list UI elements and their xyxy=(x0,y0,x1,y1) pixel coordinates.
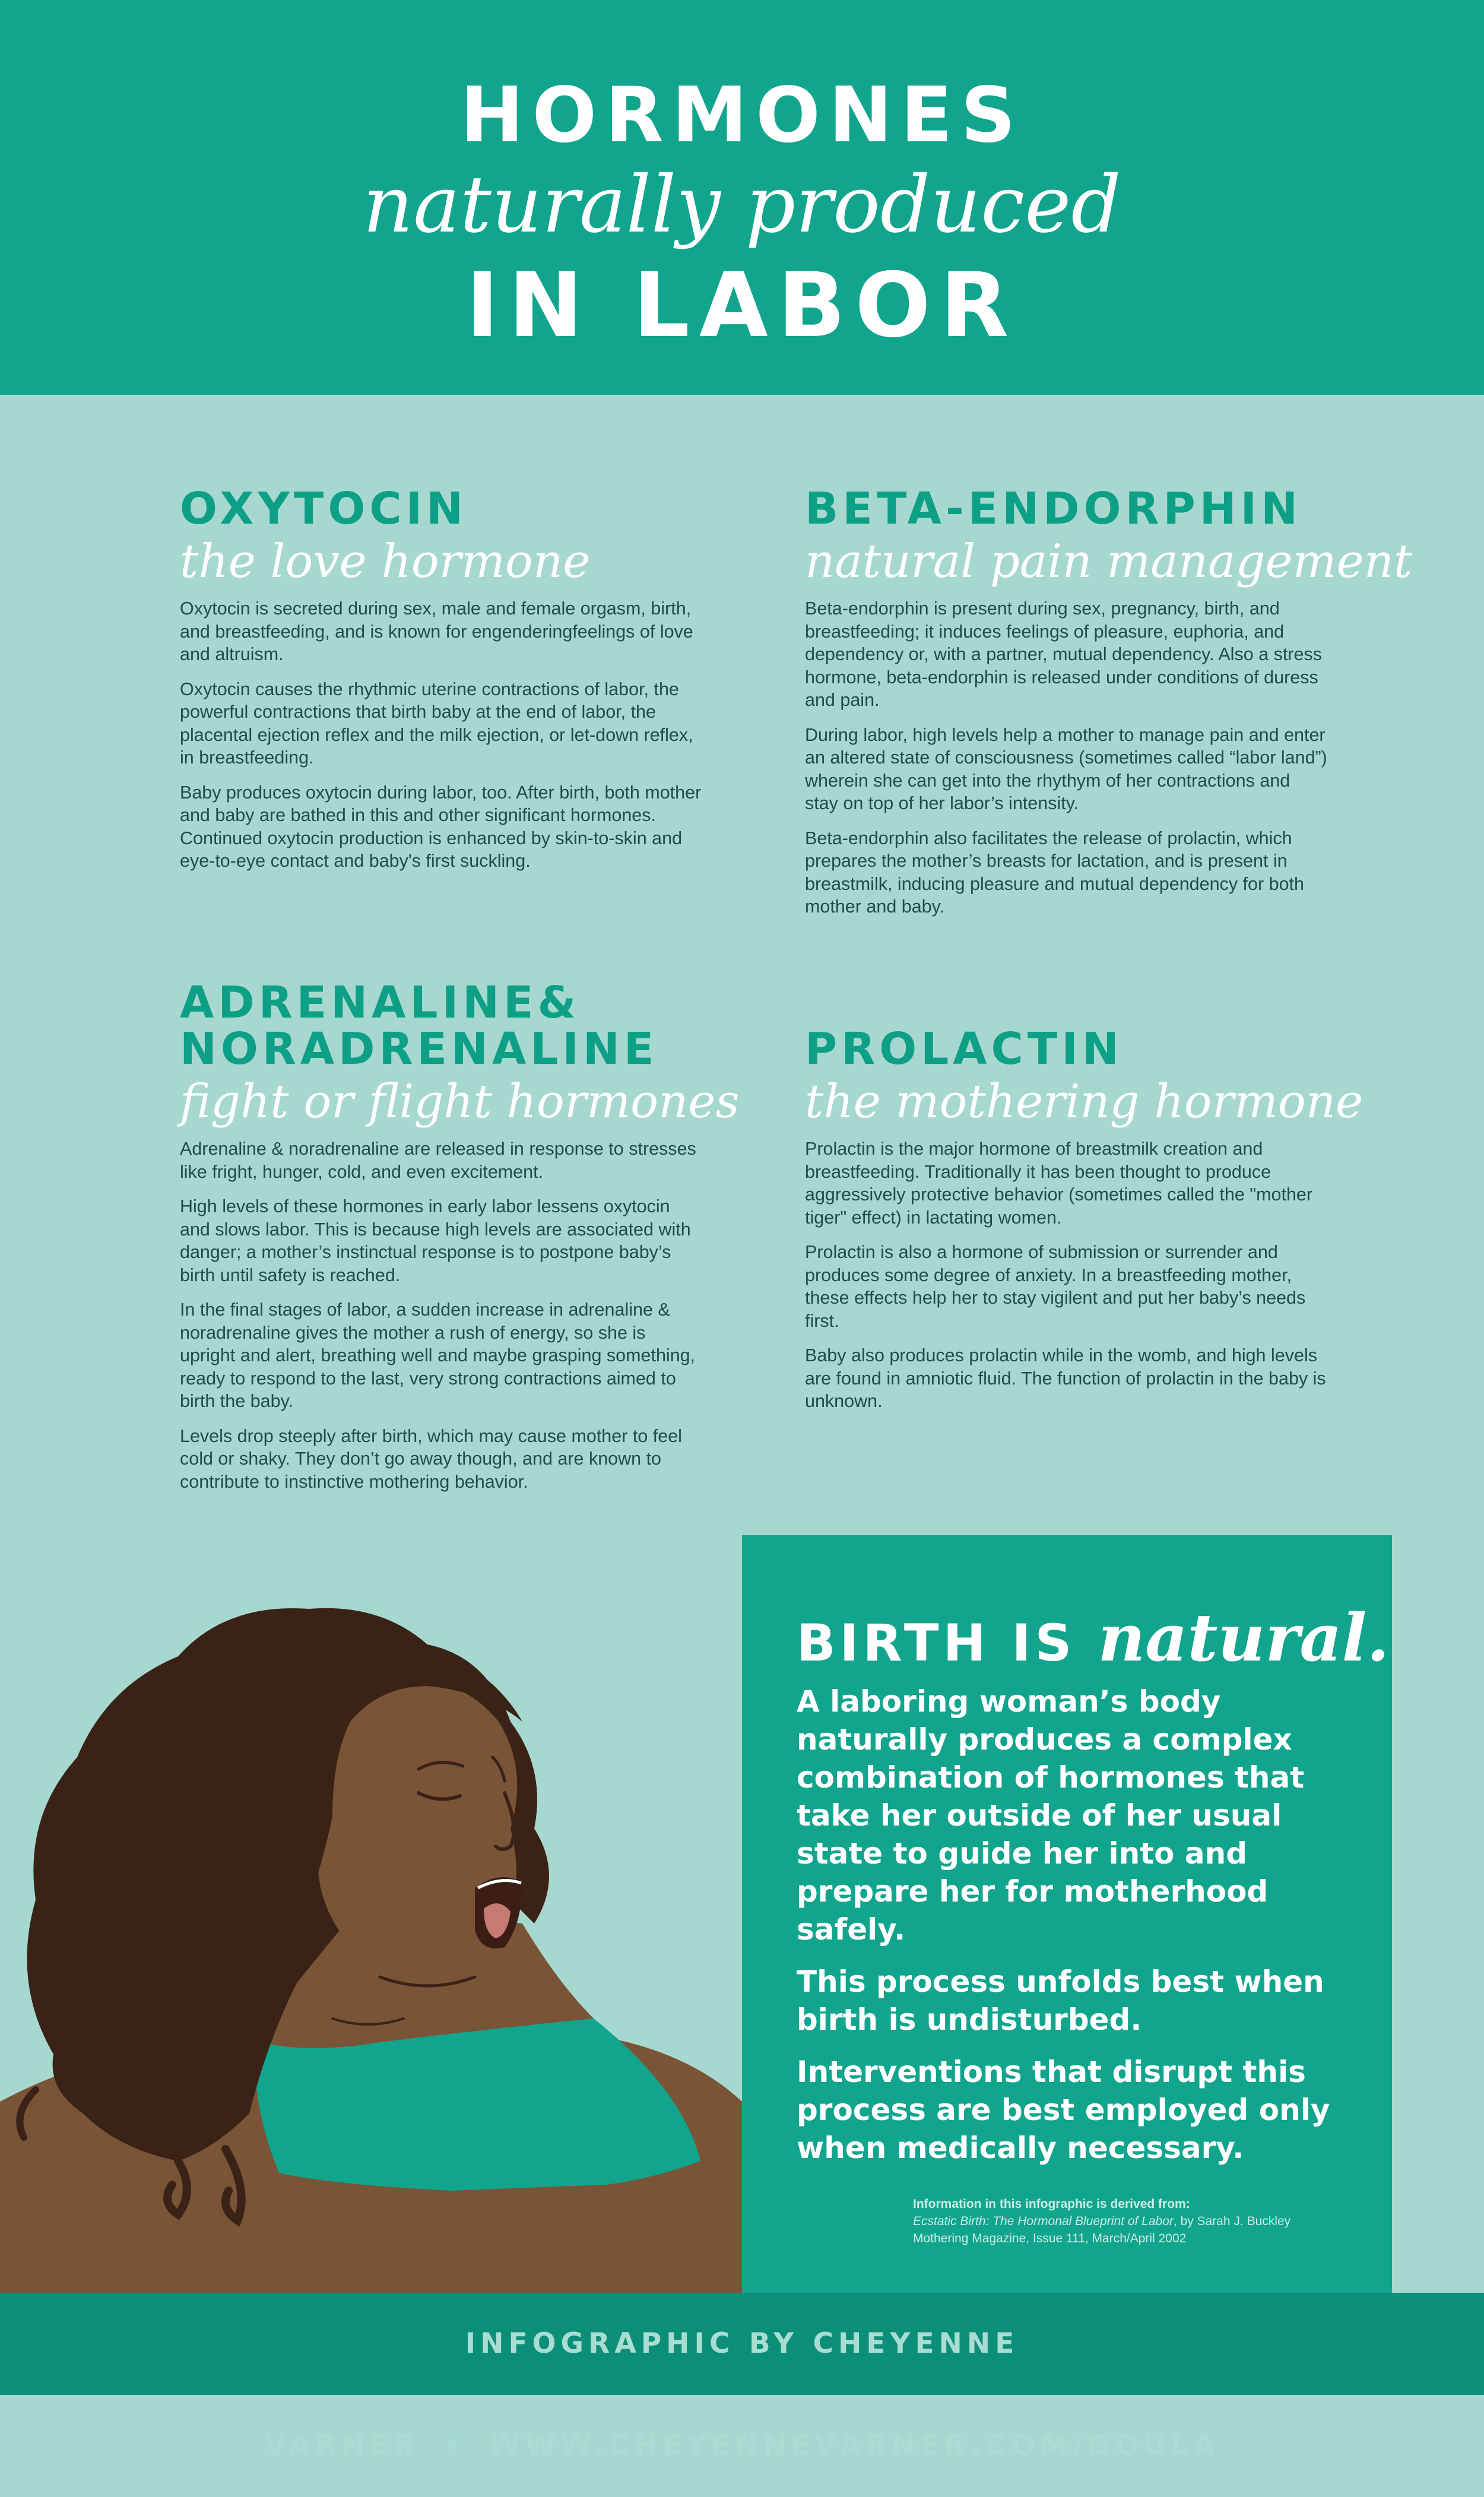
title-hormones: HORMONES xyxy=(460,71,1024,160)
footer xyxy=(0,2293,1484,2462)
birth-panel-title-plain: BIRTH IS xyxy=(797,1614,1076,1673)
source-magazine: Mothering Magazine, Issue 111, March/April 2002 xyxy=(913,2232,1187,2245)
source-citation xyxy=(913,2195,1364,2247)
section-prolactin xyxy=(805,1023,1363,1425)
section-paragraph: In the final stages of labor, a sudden increase in adrenaline & noradrenaline gives the mother a rush of energy, so she is upright and alert, breathing well and maybe grasping something, ready to respond to the last, very strong contractions aimed to birth the baby. xyxy=(180,1300,696,1411)
section-paragraph: Oxytocin causes the rhythmic uterine contractions of labor, the powerful contractions that birth baby at the end of labor, the placental ejection reflex and the milk ejection, or let-down reflex, in breastfeeding. xyxy=(180,679,693,768)
section-oxytocin xyxy=(180,483,702,885)
section-paragraph: Prolactin is the major hormone of breastmilk creation and breastfeeding. Traditionally it has been thought to produce aggressively protective behavior (sometimes called the "mother tiger" effect) in lactating women. xyxy=(805,1139,1313,1228)
section-title-line2: NORADRENALINE xyxy=(180,1023,658,1075)
source-heading: Information in this infographic is derived from: xyxy=(913,2197,1190,2211)
birth-panel-paragraph: This process unfolds best when birth is undisturbed. xyxy=(797,1964,1324,2037)
title-in-labor: IN LABOR xyxy=(465,254,1019,357)
section-paragraph: Beta-endorphin also facilitates the release of prolactin, which prepares the mother’s breasts for lactation, and is present in breastmilk, inducing pleasure and mutual dependency for both mother and baby. xyxy=(805,828,1304,917)
section-subtitle: the mothering hormone xyxy=(805,1075,1363,1129)
footer-separator: • xyxy=(443,2429,466,2462)
section-subtitle: natural pain management xyxy=(805,535,1413,588)
section-paragraph: During labor, high levels help a mother to manage pain and enter an altered state of consciousness (sometimes called “labor land”) wherein she can get into the rhythym of her contractions and stay on top of her labor’s intensity. xyxy=(805,724,1327,813)
footer-url[interactable]: WWW.CHEYENNEVARNER.COM/DOULA xyxy=(489,2429,1220,2462)
source-author: , by Sarah J. Buckley xyxy=(1173,2214,1291,2228)
section-paragraph: Baby produces oxytocin during labor, too. After birth, both mother and baby are bathed in this and other significant hormones. Continued oxytocin production is enhanced by skin-to-skin and eye-to-eye contact and baby's first suckling. xyxy=(180,782,702,871)
section-paragraph: Adrenaline & noradrenaline are released in response to stresses like fright, hunger, cold, and even excitement. xyxy=(180,1139,696,1182)
title-naturally-produced: naturally produced xyxy=(363,159,1121,251)
birth-panel-title-script: natural. xyxy=(1098,1599,1390,1676)
section-subtitle: fight or flight hormones xyxy=(180,1075,740,1129)
section-title: OXYTOCIN xyxy=(180,483,468,534)
section-title: PROLACTIN xyxy=(805,1023,1123,1075)
section-adrenaline xyxy=(180,977,740,1505)
section-title-line1: ADRENALINE& xyxy=(180,977,581,1028)
section-beta-endorphin xyxy=(805,483,1413,930)
laboring-woman-illustration xyxy=(0,1567,742,2293)
section-title: BETA-ENDORPHIN xyxy=(805,483,1302,534)
section-paragraph: Prolactin is also a hormone of submission or surrender and produces some degree of anxiety. In a breastfeeding mother, these effects help her to stay vigilent and put her baby’s needs first. xyxy=(805,1242,1306,1331)
birth-panel-paragraph: A laboring woman’s body naturally produces a complex combination of hormones that take her outside of her usual state to guide her into and prepare her for motherhood safely. xyxy=(797,1684,1305,1947)
source-book: Ecstatic Birth: The Hormonal Blueprint of Labor xyxy=(913,2214,1174,2228)
footer-credit: INFOGRAPHIC BY CHEYENNE VARNER xyxy=(264,2327,1019,2462)
birth-is-natural-panel xyxy=(742,1535,1392,2295)
section-paragraph: Baby also produces prolactin while in the womb, and high levels are found in amniotic fluid. The function of prolactin in the baby is unknown. xyxy=(805,1345,1326,1411)
header-banner xyxy=(0,0,1484,395)
section-title xyxy=(180,977,702,1075)
birth-panel-title xyxy=(797,1599,1390,1676)
section-paragraph: Oxytocin is secreted during sex, male and female orgasm, birth, and breastfeeding, and is known for engenderingfeelings of love and altruism. xyxy=(180,598,693,664)
birth-panel-paragraph: Interventions that disrupt this process are best employed only when medically necessary. xyxy=(797,2055,1330,2165)
birth-panel-body xyxy=(797,1682,1366,2181)
section-paragraph: Levels drop steeply after birth, which may cause mother to feel cold or shaky. They don’t go away though, and are known to contribute to instinctive mothering behavior. xyxy=(180,1425,682,1492)
section-subtitle: the love hormone xyxy=(180,535,591,588)
source-book-line xyxy=(913,2213,1364,2230)
section-paragraph: Beta-endorphin is present during sex, pregnancy, birth, and breastfeeding; it induces feelings of pleasure, euphoria, and dependency or, with a partner, mutual dependency. Also a stress hormone, beta-endorphin is released under conditions of duress and pain. xyxy=(805,598,1322,710)
section-paragraph: High levels of these hormones in early labor lessens oxytocin and slows labor. This is because high levels are associated with danger; a mother’s instinctual response is to postpone baby’s birth until safety is reached. xyxy=(180,1196,691,1285)
